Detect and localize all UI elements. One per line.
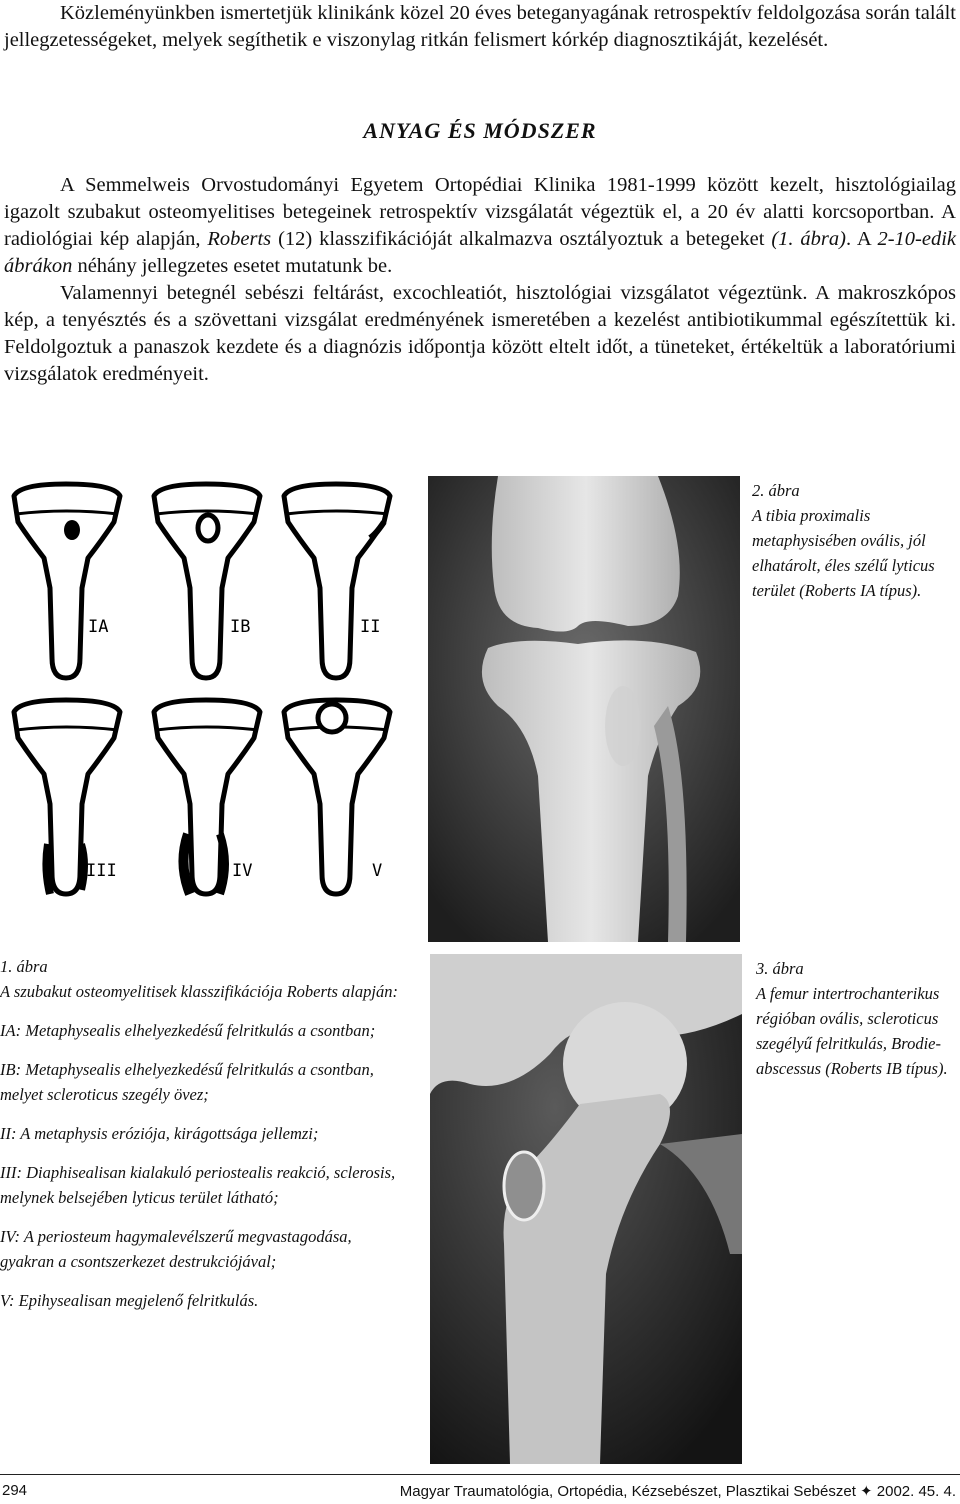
figure2-caption [752,478,958,603]
p1-figures-ref: 2-10-edik ábrákon [4,228,956,277]
figure1-caption [0,954,400,1320]
methods-text [4,172,956,388]
p1-text-d: néhány jellegzetes esetet mutatunk be. [72,255,393,277]
intro-paragraph: Közleményünkben ismertetjük klinikánk közel 20 éves beteganyagának retrospektív feldolgozása során talált jellegzetességeket, melyek segíthetik e viszonylag ritkán felismert kórkép diagnosztikáját, kezelését. [4,2,957,51]
p1-text-a: A Semmelweis Orvostudományi Egyetem Ortopédiai Klinika 1981-1999 között kezelt, hisztológiailag igazolt szubakut osteomyelitises betegeinek retrospektív vizsgálatát végeztük el, a 20 év alatti korcsoportban. A radiológiai kép alapján, [4,174,956,250]
tibia-diagram-ib [154,484,260,678]
page-number: 294 [2,1482,28,1499]
p1-roberts: Roberts [207,228,272,250]
label-iv: IV [232,861,253,881]
figure1-number: 1. ábra [0,957,48,976]
figure3-caption [756,956,956,1081]
label-ia: IA [88,617,109,637]
figure1-item-v: V: Epihysealisan megjelenő felritkulás. [0,1291,259,1310]
label-ii: II [360,617,381,637]
tibia-diagram-ii [284,484,390,678]
figure3-hip-xray [430,954,742,1464]
journal-footer: Magyar Traumatológia, Ortopédia, Kézsebészet, Plasztikai Sebészet ✦ 2002. 45. 4. [399,1483,956,1500]
p1-text-c: . A [846,228,878,250]
figure3-number: 3. ábra [756,959,804,978]
figure1-item-iii: III: Diaphisealisan kialakuló periostealis reakció, sclerosis, melynek belsejében lyticus terület látható; [0,1163,396,1207]
p1-figure-ref: (1. ábra) [771,228,846,250]
p1-text-b: (12) klasszifikációját alkalmazva osztályoztuk a betegeket [271,228,772,250]
methods-paragraph-2: Valamennyi betegnél sebészi feltárást, excochleatiót, hisztológiai vizsgálatot végeztünk. A makroszkópos kép, a tenyésztés és a szövettani vizsgálat eredményének ismeretében a kezelést antibiotikummal egészítettük ki. Feldolgoztuk a panaszok kezdete és a diagnózis időpontja között eltelt időt, a tüneteket, értékeltük a laboratóriumi vizsgálatok eredményeit. [4,282,956,385]
figure1-classification-diagram [0,478,400,948]
label-v: V [372,861,383,881]
figure3-text: A femur intertrochanterikus régióban ovális, scleroticus szegélyű felritkulás, Brodie-abscessus (Roberts IB típus). [756,984,948,1078]
section-heading: ANYAG ÉS MÓDSZER [363,118,597,143]
methods-paragraph-1 [4,172,956,280]
figure1-item-ia: IA: Metaphysealis elhelyezkedésű felritkulás a csontban; [0,1021,376,1040]
figure1-title: A szubakut osteomyelitisek klasszifikációja Roberts alapján: [0,982,398,1001]
label-iii: III [86,861,117,881]
figure1-item-iv: IV: A periosteum hagymalevélszerű megvastagodása, gyakran a csontszerkezet destrukciójával; [0,1227,352,1271]
tibia-diagram-ia [14,484,120,678]
figure1-item-ii: II: A metaphysis eróziója, kirágottsága jellemzi; [0,1124,319,1143]
figure2-number: 2. ábra [752,481,800,500]
figure1-item-ib: IB: Metaphysealis elhelyezkedésű felritkulás a csontban, melyet scleroticus szegély övez; [0,1060,374,1104]
label-ib: IB [230,617,251,637]
figure2-text: A tibia proximalis metaphysisében ovális, jól elhatárolt, éles szélű lyticus terület (Roberts IA típus). [752,506,935,600]
footer-rule [0,1474,960,1475]
figure2-knee-xray [428,476,740,942]
